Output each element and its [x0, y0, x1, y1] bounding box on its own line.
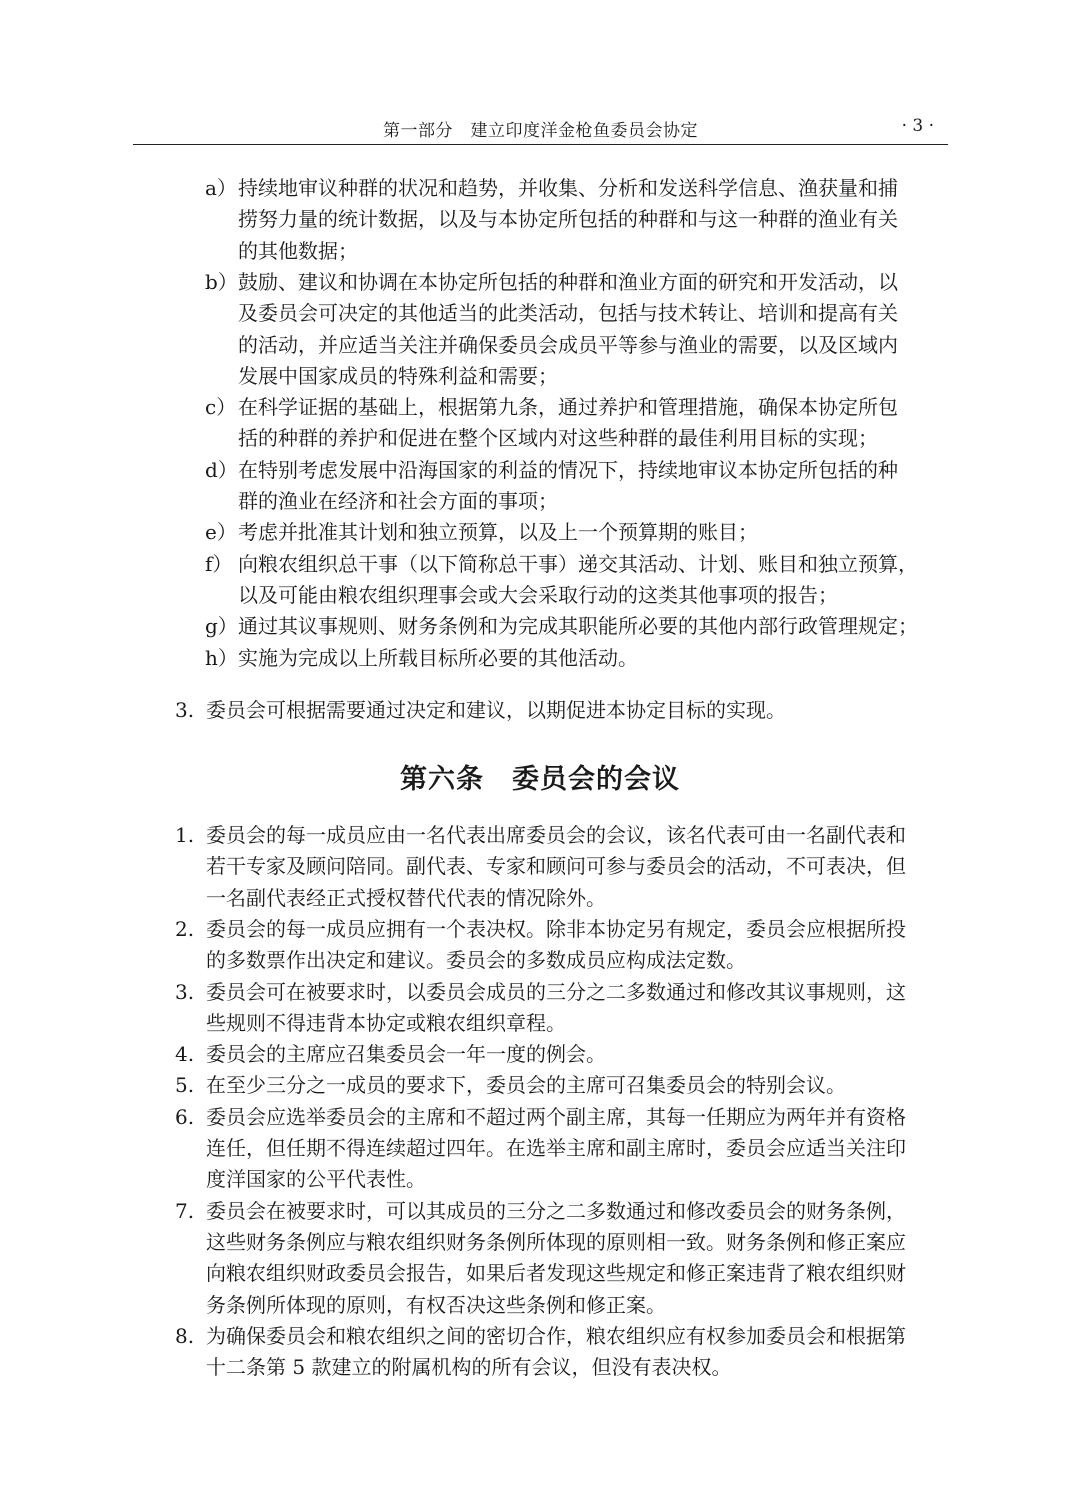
article6-item-text-line: 一名副代表经正式授权替代代表的情况除外。: [206, 885, 606, 910]
subitem-text-line: 的活动，并应适当关注并确保委员会成员平等参与渔业的需要，以及区域内: [238, 332, 898, 357]
article6-item-marker: 4.: [175, 1042, 195, 1067]
subitem-text-line: 的其他数据；: [238, 238, 358, 263]
article6-title: 第六条 委员会的会议: [400, 764, 680, 795]
article6-item-text-line: 务条例所体现的原则，有权否决这些条例和修正案。: [206, 1292, 666, 1317]
subitem-marker: e）: [205, 520, 237, 545]
article6-item-text-line: 委员会的主席应召集委员会一年一度的例会。: [206, 1042, 606, 1067]
subitem-marker: b）: [205, 269, 238, 294]
subitem-marker: g）: [205, 614, 238, 639]
article6-item-text-line: 为确保委员会和粮农组织之间的密切合作，粮农组织应有权参加委员会和根据第: [206, 1323, 906, 1348]
article6-item-text-line: 连任，但任期不得连续超过四年。在选举主席和副主席时，委员会应适当关注印: [206, 1136, 906, 1160]
subitem-text-line: 捞努力量的统计数据，以及与本协定所包括的种群和与这一种群的渔业有关: [238, 207, 898, 232]
article6-item-text-line: 在至少三分之一成员的要求下，委员会的主席可召集委员会的特别会议。: [206, 1073, 846, 1098]
subitem-text-line: 实施为完成以上所载目标所必要的其他活动。: [238, 645, 638, 670]
article6-item-text-line: 委员会在被要求时，可以其成员的三分之二多数通过和修改委员会的财务条例，: [206, 1198, 906, 1223]
subitem-marker: h）: [205, 645, 238, 670]
article6-item-text-line: 委员会的每一成员应拥有一个表决权。除非本协定另有规定，委员会应根据所投: [206, 916, 906, 941]
article6-item-marker: 8.: [175, 1323, 195, 1348]
subitem-text-line: 在科学证据的基础上，根据第九条，通过养护和管理措施，确保本协定所包: [238, 395, 898, 420]
subitem-marker: f）: [205, 551, 233, 576]
running-header: [133, 114, 948, 145]
subitem-text-line: 向粮农组织总干事（以下简称总干事）递交其活动、计划、账目和独立预算，: [238, 551, 918, 576]
subitem-text-line: 鼓励、建议和协调在本协定所包括的种群和渔业方面的研究和开发活动，以: [238, 269, 898, 294]
subitem-text-line: 发展中国家成员的特殊利益和需要；: [238, 363, 558, 388]
article6-item-marker: 3.: [175, 979, 195, 1004]
subitem-text-line: 持续地审议种群的状况和趋势，并收集、分析和发送科学信息、渔获量和捕: [238, 176, 898, 200]
article6-item-marker: 5.: [175, 1073, 195, 1098]
article6-item-text-line: 些规则不得违背本协定或粮农组织章程。: [206, 1010, 566, 1035]
article6-item-text-line: 的多数票作出决定和建议。委员会的多数成员应构成法定数。: [206, 948, 746, 973]
subitem-marker: d）: [205, 457, 238, 482]
subitem-text-line: 以及可能由粮农组织理事会或大会采取行动的这类其他事项的报告；: [238, 582, 838, 607]
subitem-text-line: 通过其议事规则、财务条例和为完成其职能所必要的其他内部行政管理规定；: [238, 614, 918, 639]
subitem-marker: c）: [205, 395, 237, 420]
article6-item-text-line: 若干专家及顾问陪同。副代表、专家和顾问可参与委员会的活动，不可表决，但: [206, 854, 906, 879]
article6-item-text-line: 委员会的每一成员应由一名代表出席委员会的会议，该名代表可由一名副代表和: [206, 823, 906, 847]
article6-item-text-line: 委员会可在被要求时，以委员会成员的三分之二多数通过和修改其议事规则，这: [206, 979, 906, 1004]
article6-item-marker: 6.: [175, 1104, 195, 1129]
article6-item-text-line: 向粮农组织财政委员会报告，如果后者发现这些规定和修正案违背了粮农组织财: [206, 1261, 906, 1286]
article6-item-text-line: 十二条第 5 款建立的附属机构的所有会议，但没有表决权。: [206, 1355, 732, 1380]
subitem-text-line: 考虑并批准其计划和独立预算，以及上一个预算期的账目；: [238, 520, 758, 545]
article6-item-text-line: 度洋国家的公平代表性。: [206, 1167, 426, 1192]
subitem-marker: a）: [205, 176, 237, 200]
article6-item-marker: 7.: [175, 1198, 195, 1223]
subitem-text-line: 群的渔业在经济和社会方面的事项；: [238, 489, 558, 513]
clause-marker: 3.: [175, 698, 195, 722]
header-title: 第一部分 建立印度洋金枪鱼委员会协定: [383, 121, 698, 141]
article6-item-marker: 1.: [175, 823, 195, 847]
subitem-text-line: 及委员会可决定的其他适当的此类活动，包括与技术转让、培训和提高有关: [238, 301, 898, 326]
subitem-text-line: 在特别考虑发展中沿海国家的利益的情况下，持续地审议本协定所包括的种: [238, 457, 898, 482]
subitem-text-line: 括的种群的养护和促进在整个区域内对这些种群的最佳利用目标的实现；: [238, 426, 878, 451]
article6-item-marker: 2.: [175, 916, 195, 941]
clause-text-line: 委员会可根据需要通过决定和建议，以期促进本协定目标的实现。: [206, 698, 786, 722]
page-number: · 3 ·: [901, 116, 934, 136]
article6-item-text-line: 委员会应选举委员会的主席和不超过两个副主席，其每一任期应为两年并有资格: [206, 1104, 906, 1129]
article6-item-text-line: 这些财务条例应与粮农组织财务条例所体现的原则相一致。财务条例和修正案应: [206, 1229, 906, 1254]
